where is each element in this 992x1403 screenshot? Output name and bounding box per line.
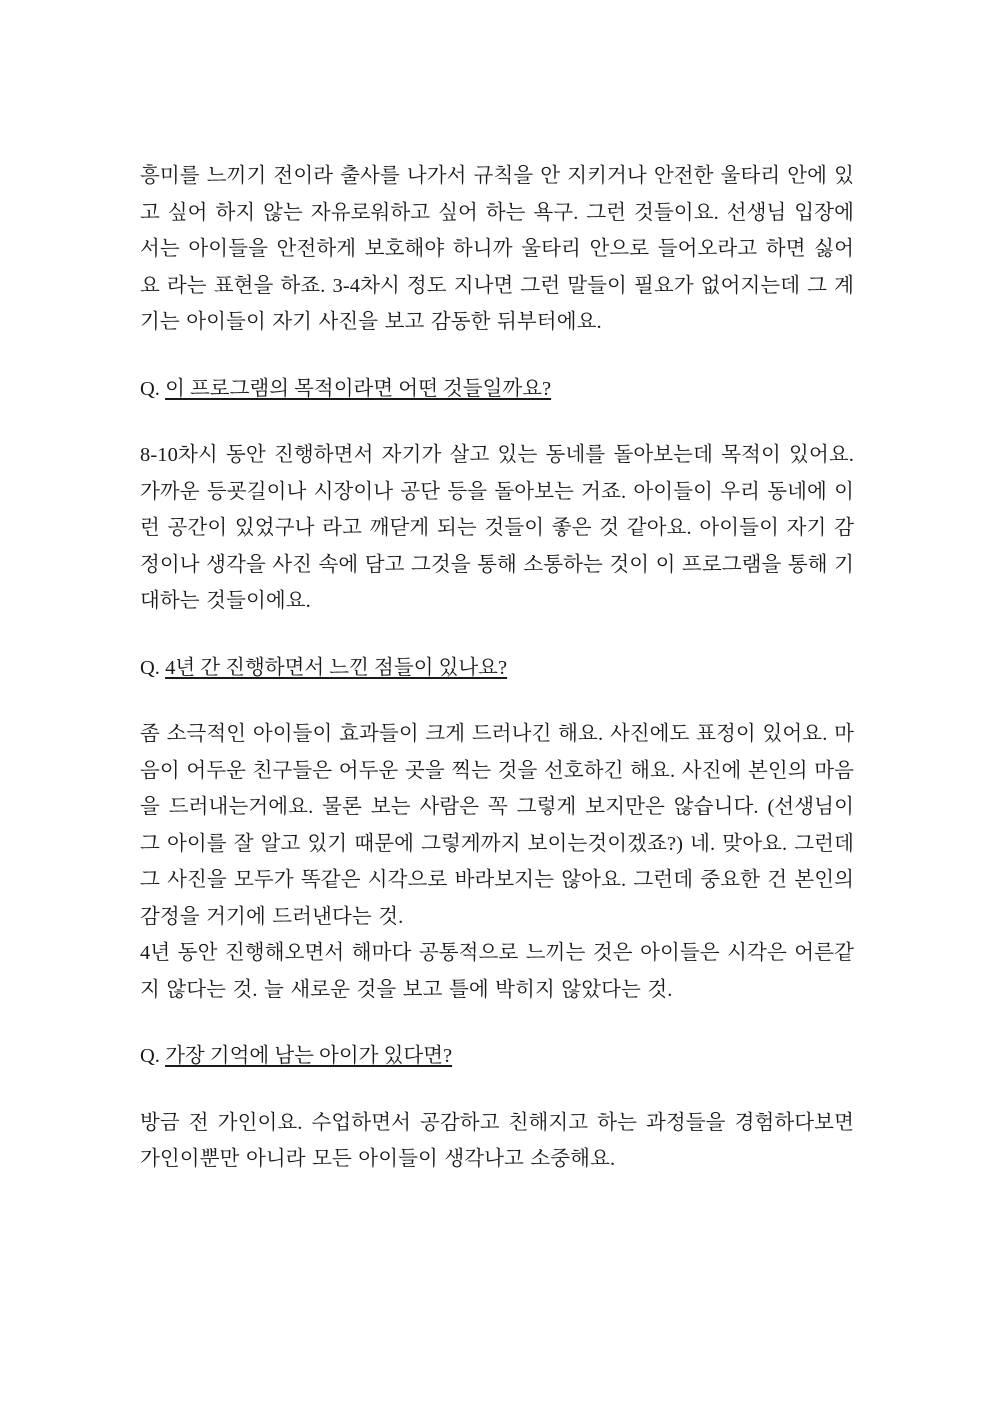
question-heading-1 [140,371,854,408]
spacer [140,341,854,371]
spacer [140,686,854,716]
question-text: 이 프로그램의 목적이라면 어떤 것들일까요? [165,377,552,400]
paragraph-answer-2a: 좀 소극적인 아이들이 효과들이 크게 드러나긴 해요. 사진에도 표정이 있어요. 마음이 어두운 친구들은 어두운 곳을 찍는 것을 선호하긴 해요. 사진에 본인의 마음을 드러내는거에요. 물론 보는 사람은 꼭 그렇게 보지만은 않습니다. (선생님이 그 아이를 잘 알고 있기 때문에 그렇게까지 보이는것이겠죠?) 네. 맞아요. 그런데 그 사진을 모두가 똑같은 시각으로 바라보지는 않아요. 그런데 중요한 건 본인의 감정을 거기에 드러낸다는 것. [140,723,854,928]
spacer [140,620,854,650]
paragraph-answer-2b: 4년 동안 진행해오면서 해마다 공통적으로 느끼는 것은 아이들은 시각은 어른같지 않다는 것. 늘 새로운 것을 보고 틀에 박히지 않았다는 것. [140,942,854,1001]
question-marker: Q. [140,377,160,400]
question-marker: Q. [140,1045,160,1067]
spacer [140,407,854,437]
spacer [140,1075,854,1105]
paragraph-answer-1: 8-10차시 동안 진행하면서 자기가 살고 있는 동네를 돌아보는데 목적이 있어요. 가까운 등굣길이나 시장이나 공단 등을 돌아보는 거죠. 아이들이 우리 동네에 이런 공간이 있었구나 라고 깨닫게 되는 것들이 좋은 것 같아요. 아이들이 자기 감정이나 생각을 사진 속에 담고 그것을 통해 소통하는 것이 이 프로그램을 통해 기대하는 것들이에요. [140,444,854,612]
question-heading-2 [140,650,854,687]
question-heading-3 [140,1038,854,1075]
question-text: 가장 기억에 남는 아이가 있다면? [165,1045,453,1067]
question-text: 4년 간 진행하면서 느낀 점들이 있나요? [165,656,508,679]
paragraph-intro: 흥미를 느끼기 전이라 출사를 나가서 규칙을 안 지키거나 안전한 울타리 안에 있고 싶어 하지 않는 자유로워하고 싶어 하는 욕구. 그런 것들이요. 선생님 입장에서는 아이들을 안전하게 보호해야 하니까 울타리 안으로 들어오라고 하면 싫어요 라는 표현을 하죠. 3-4차시 정도 지나면 그런 말들이 필요가 없어지는데 그 계기는 아이들이 자기 사진을 보고 감동한 뒤부터에요. [140,165,854,333]
spacer [140,1008,854,1038]
question-marker: Q. [140,656,160,679]
paragraph-answer-3: 방금 전 가인이요. 수업하면서 공감하고 친해지고 하는 과정들을 경험하다보면 가인이뿐만 아니라 모든 아이들이 생각나고 소중해요. [140,1111,854,1170]
